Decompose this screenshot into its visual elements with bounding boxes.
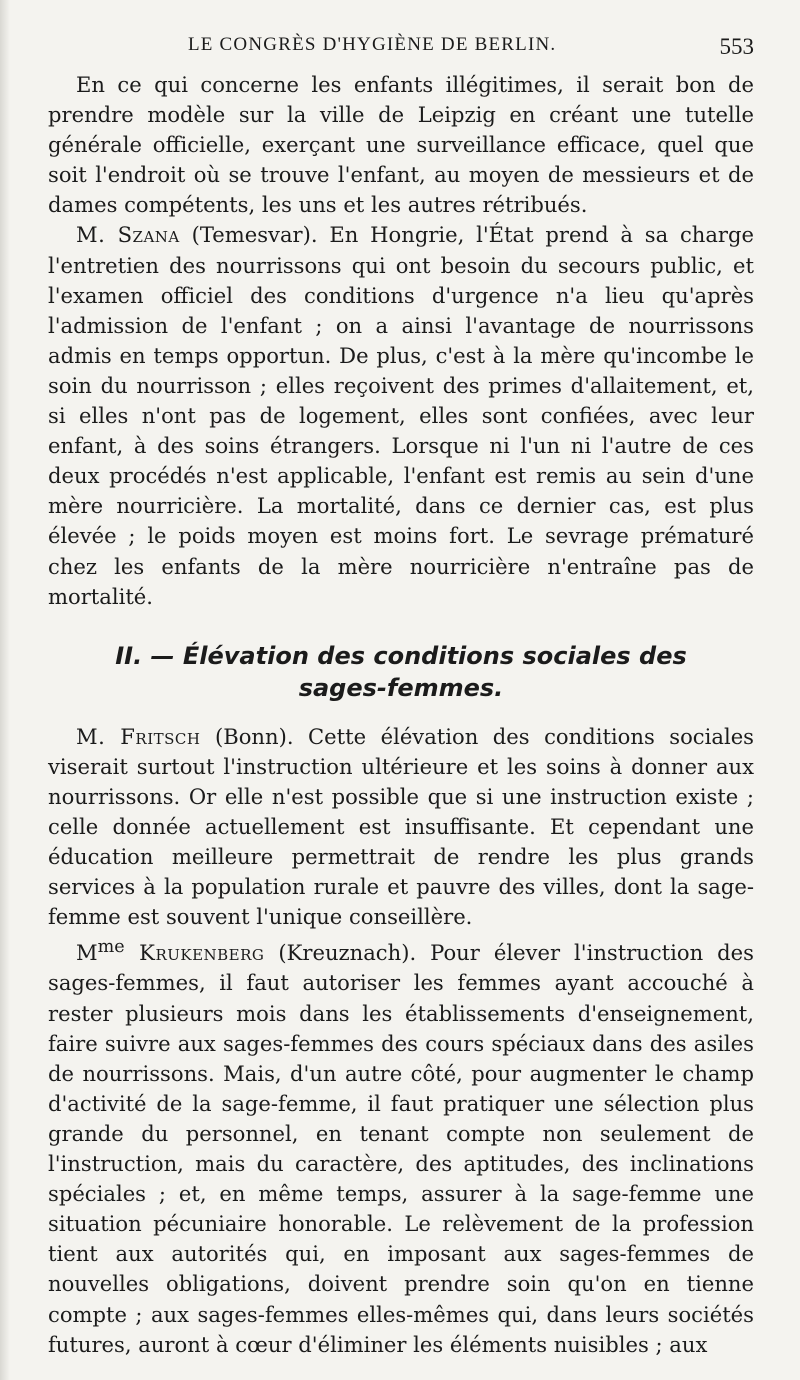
speaker-name: M. Fritsch — [76, 723, 201, 749]
running-head: LE CONGRÈS D'HYGIÈNE DE BERLIN. — [188, 34, 557, 55]
page-body — [48, 70, 754, 1360]
paragraph-szana — [48, 220, 754, 611]
speaker-title-superscript: me — [97, 937, 125, 958]
section-heading-line-1: II. — Élévation des conditions sociales des — [115, 641, 687, 670]
section-heading-line-2: sages-femmes. — [298, 673, 504, 702]
paragraph-text: (Kreuznach). Pour élever l'instruction des sages-femmes, il faut autoriser les femmes ayant accouché à rester plusieurs mois dans les établissements d'enseignement, faire suivre aux sages-femmes des cours spéciaux dans des asiles de nourrissons. Mais, d'un autre côté, pour augmenter le champ d'activité de la sage-femme, il faut pratiquer une sélection plus grande du personnel, en tenant compte non seulement de l'instruction, mais du caractère, des aptitudes, des inclinations spéciales ; et, en même temps, assurer à la sage-femme une situation pécuniaire honorable. Le relèvement de la profession tient aux autorités qui, en imposant aux sages-femmes de nouvelles obligations, doivent prendre soin qu'on en tienne compte ; aux sages-femmes elles-mêmes qui, dans leurs sociétés futures, auront à cœur d'éliminer les éléments nuisibles ; aux — [48, 940, 754, 1357]
speaker-name: Krukenberg — [124, 940, 265, 966]
paragraph-fritsch — [48, 722, 754, 933]
speaker-name: M. Szana — [76, 222, 180, 248]
speaker-title: M — [76, 940, 98, 966]
section-heading — [48, 640, 754, 704]
paragraph-illegitimate-children: En ce qui concerne les enfants illégitimes, il serait bon de prendre modèle sur la ville de Leipzig en créant une tutelle générale officielle, exerçant une surveillance efficace, quel que soit l'endroit où se trouve l'enfant, au moyen de messieurs et de dames compétents, les uns et les autres rétribués. — [48, 72, 754, 218]
page-header — [48, 34, 754, 68]
page-number: 553 — [719, 34, 754, 59]
paragraph-krukenberg — [48, 932, 754, 1359]
paragraph-text: (Bonn). Cette élévation des conditions sociales viserait surtout l'instruction ultérieure et les soins à donner aux nourrissons. Or elle n'est possible que si une instruction existe ; celle donnée actuellement est insuffisante. Et cependant une éducation meilleure permettrait de rendre les plus grands services à la population rurale et pauvre des villes, dont la sage-femme est souvent l'unique conseillère. — [48, 723, 754, 930]
paragraph-text: (Temesvar). En Hongrie, l'État prend à sa charge l'entretien des nourrissons qui ont besoin du secours public, et l'examen officiel des conditions d'urgence n'a lieu qu'après l'admission de l'enfant ; on a ainsi l'avantage de nourrissons admis en temps opportun. De plus, c'est à la mère qu'incombe le soin du nourrisson ; elles reçoivent des primes d'allaitement, et, si elles n'ont pas de logement, elles sont confiées, avec leur enfant, à des soins étrangers. Lorsque ni l'un ni l'autre de ces deux procédés n'est applicable, l'enfant est remis au sein d'une mère nourricière. La mortalité, dans ce dernier cas, est plus élevée ; le poids moyen est moins fort. Le sevrage prématuré chez les enfants de la mère nourricière n'entraîne pas de mortalité. — [48, 222, 754, 609]
